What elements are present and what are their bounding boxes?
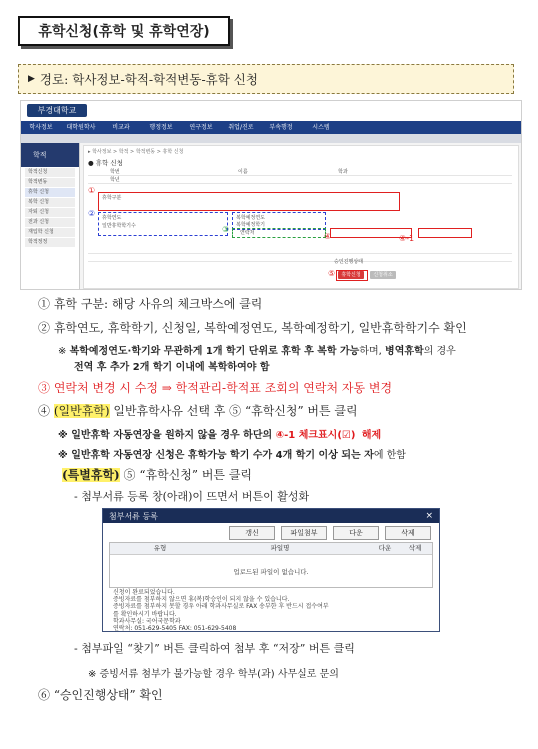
step-6: ⑥ “승인진행상태” 확인 (38, 688, 163, 702)
empty-message: 업로드된 파일이 없습니다. (233, 568, 309, 576)
path-text: 경로: 학사정보-학적-학적변동-휴학 신청 (39, 72, 258, 87)
col-check (110, 543, 130, 554)
menu-item[interactable]: 행정정보 (149, 124, 173, 131)
attachment-dialog (102, 508, 440, 632)
step-4 (38, 402, 358, 419)
note-bold: 복학예정연도·학기와 무관하게 1개 학기 단위로 휴학 후 복학 가능 (69, 346, 360, 357)
mark-2: ② (88, 209, 96, 218)
note-bold: 휴학가능 학기 수가 4개 학기 이상 되는 자 (187, 450, 374, 461)
info-line: 증빙자료를 첨부하지 않으면 휴(복)학승인이 되지 않을 수 있습니다. (113, 596, 290, 604)
mark-3: ③ (222, 225, 230, 234)
note-red: 해제 (361, 430, 382, 441)
path-box (18, 64, 514, 94)
note-text: ※ 일반휴학 자동연장을 원하지 않을 경우 하단의 (58, 430, 276, 441)
menu-item[interactable]: 부속행정 (269, 124, 293, 131)
portal-tabbar (21, 134, 521, 143)
highlight-general: (일반휴학) (53, 404, 110, 418)
note-text: 하며, (359, 346, 386, 357)
delete-button[interactable]: 삭제 (385, 526, 431, 540)
table-header (110, 543, 432, 555)
portal-menubar (21, 121, 521, 134)
field-label: 휴학연도 (102, 215, 122, 221)
note-2a (58, 342, 456, 357)
mark-5: ⑤ (328, 269, 336, 278)
note-mark: ※ (58, 346, 70, 357)
dialog-info (113, 589, 329, 632)
note-text: 에 한함 (373, 450, 406, 461)
step-mark: ④ (38, 404, 54, 418)
note-dash2: ※ 증빙서류 첨부가 불가능할 경우 학부(과) 사무실로 문의 (88, 669, 339, 680)
menu-item[interactable]: 연구정보 (189, 124, 213, 131)
close-icon[interactable]: × (425, 511, 433, 521)
attach-file-button[interactable]: 파일첨부 (281, 526, 327, 540)
note-red: ④-1 체크표시(☑) (275, 430, 356, 441)
sidebar-item[interactable]: 자퇴 신청 (25, 208, 75, 217)
apply-button[interactable]: 휴학신청 (338, 271, 364, 279)
note-2b: 전역 후 추가 2개 학기 이내에 복학하여야 함 (74, 362, 270, 373)
status-label: 승인진행상태 (334, 259, 363, 265)
field-label: 복학예정학기 (236, 222, 265, 228)
field-label: 일반휴학학기수 (102, 223, 136, 229)
info-line: 신청이 완료되었습니다. (113, 589, 175, 596)
attachment-table (109, 542, 433, 588)
form-row (88, 254, 512, 262)
menu-item[interactable]: 취업/진로 (228, 124, 254, 131)
portal-sidebar (21, 143, 80, 289)
cancel-apply-button[interactable]: 신청취소 (370, 271, 396, 279)
triangle-right-icon: ▶ (28, 74, 35, 84)
form-row (88, 176, 512, 184)
field-label: 복학예정연도 (236, 215, 265, 221)
mark-4: ④ (324, 232, 332, 241)
refresh-button[interactable]: 갱신 (229, 526, 275, 540)
col-delete: 삭제 (408, 544, 422, 552)
info-line: 연락처: 051-629-5405 FAX: 051-629-5408 (113, 625, 237, 633)
menu-item[interactable]: 대학원학사 (66, 124, 96, 131)
field-label: 학년 (110, 177, 120, 183)
field-label: 학번 (110, 169, 120, 175)
portal-screen-title: ● 휴학 신청 (88, 159, 123, 167)
col-download: 다운 (378, 544, 392, 552)
note-text: 의 경우 (423, 346, 456, 357)
highlight-special: (특별휴학) (62, 468, 120, 482)
col-type: 유형 (153, 544, 167, 552)
portal-breadcrumb: ▸ 학사정보 > 학적 > 학적변동 > 휴학 신청 (88, 149, 184, 155)
dash-2: - 첨부파일 “찾기” 버튼 클릭하여 첨부 후 “저장” 버튼 클릭 (74, 642, 355, 655)
step-1: ① 휴학 구분: 해당 사유의 체크박스에 클릭 (38, 297, 263, 311)
col-filename: 파일명 (270, 544, 290, 552)
page-title: 휴학신청(휴학 및 휴학연장) (18, 16, 230, 46)
note-text: ※ 일반휴학 자동연장 신청은 (58, 450, 188, 461)
sidebar-item[interactable]: 복학 신청 (25, 198, 75, 207)
dialog-title: 첨부서류 등록 (109, 511, 158, 521)
download-button[interactable]: 다운 (333, 526, 379, 540)
field-label: 연락처 (240, 230, 255, 236)
step-text: 일반휴학사유 선택 후 ⑤ “휴학신청” 버튼 클릭 (109, 404, 358, 418)
note-4a (58, 426, 381, 441)
menu-item[interactable]: 시스템 (312, 124, 330, 131)
step-text: ⑤ “휴학신청” 버튼 클릭 (119, 468, 252, 482)
menu-item[interactable]: 학사정보 (29, 124, 53, 131)
step-special (62, 466, 252, 483)
auto-extend-box[interactable] (418, 228, 472, 238)
mark-1: ① (88, 186, 96, 195)
sidebar-item[interactable]: 재입학 신청 (25, 228, 75, 237)
sidebar-header: 학적 (21, 143, 79, 167)
dash-1: - 첨부서류 등록 창(아래)이 뜨면서 버튼이 활성화 (74, 490, 310, 503)
info-line: 학과사무실: 국어국문학과 (113, 617, 181, 625)
form-row (88, 168, 512, 176)
portal-screenshot (20, 100, 522, 290)
mark-4-1: ④-1 (399, 234, 415, 243)
field-label: 학과 (338, 169, 348, 175)
field-label: 휴학구분 (102, 195, 122, 201)
dialog-header (103, 509, 439, 523)
step-3: ③ 연락처 변경 시 수정 ⇒ 학적관리-학적표 조회의 연락처 자동 변경 (38, 381, 393, 395)
sidebar-item[interactable]: 휴학 신청 (25, 188, 75, 197)
dialog-buttons (229, 526, 431, 540)
sidebar-item[interactable]: 학적신청 (25, 168, 75, 177)
step-2: ② 휴학연도, 휴학학기, 신청일, 복학예정연도, 복학예정학기, 일반휴학학기수 확인 (38, 321, 467, 335)
info-line: 증빙자료를 첨부하지 못할 경우 아래 학과사무실로 FAX 송부한 후 반드시 접수여부 (113, 603, 329, 611)
form-row (88, 246, 512, 254)
note-bold: 병역휴학 (385, 346, 424, 357)
field-label: 이름 (238, 169, 248, 175)
sidebar-item[interactable]: 학적변동 (25, 178, 75, 187)
portal-logo: 부경대학교 (27, 104, 87, 117)
sidebar-item[interactable]: 학적정정 (25, 238, 75, 247)
portal-topbar (21, 101, 521, 121)
menu-item[interactable]: 비교과 (112, 124, 130, 131)
leave-type-box[interactable] (98, 192, 400, 211)
note-4b (58, 446, 406, 461)
portal-main (83, 145, 519, 289)
info-line: 를 확인하시기 바랍니다. (113, 610, 177, 618)
sidebar-item[interactable]: 전과 신청 (25, 218, 75, 227)
